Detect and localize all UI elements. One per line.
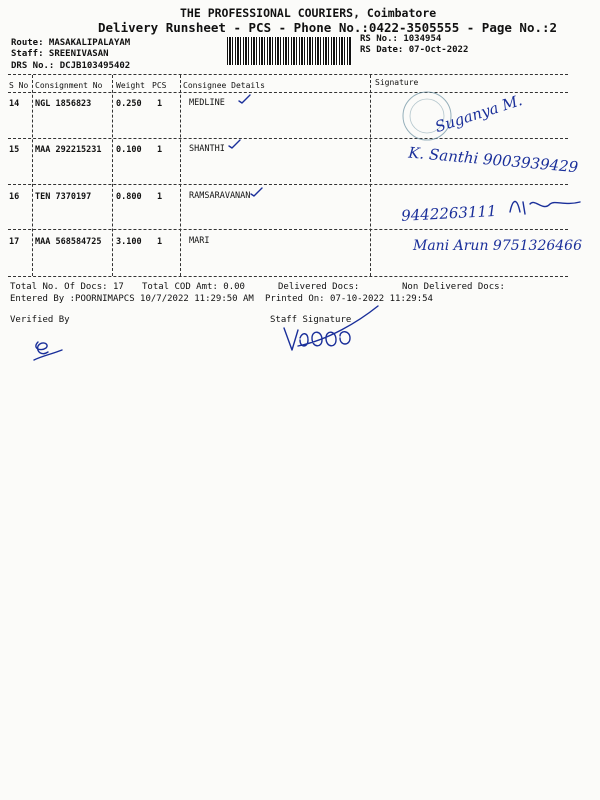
total-cod: Total COD Amt: 0.00 <box>142 282 245 292</box>
total-docs: Total No. Of Docs: 17 <box>10 282 124 292</box>
runsheet-subtitle: Delivery Runsheet - PCS - Phone No.:0422-3505555 - Page No.:2 <box>98 20 558 35</box>
row-weight: 0.250 <box>116 99 142 109</box>
route-label: Route: MASAKALIPALAYAM <box>11 38 131 48</box>
row-consignment: MAA 568584725 <box>35 237 102 247</box>
staff-label: Staff: SREENIVASAN <box>11 49 109 59</box>
signature-ramsaravanan <box>395 190 590 230</box>
signature-suganya <box>385 86 535 144</box>
rs-date: RS Date: 07-Oct-2022 <box>360 45 469 55</box>
row-consignee: RAMSARAVANAN <box>189 191 251 201</box>
non-delivered-docs: Non Delivered Docs: <box>402 282 505 292</box>
col-header-pcs: PCS <box>152 81 167 90</box>
row-consignee: MEDLINE <box>189 98 225 108</box>
tick-mark <box>238 93 252 105</box>
column-rule <box>180 75 181 276</box>
col-header-sno: S No <box>9 81 29 90</box>
signature-mari <box>405 232 585 278</box>
printed-on: Printed On: 07-10-2022 11:29:54 <box>265 294 433 304</box>
row-sno: 14 <box>9 99 20 109</box>
staff-signature-label: Staff Signature <box>270 315 352 325</box>
row-consignment: MAA 292215231 <box>35 145 102 155</box>
entered-by: Entered By :POORNIMAPCS 10/7/2022 11:29:50 AM <box>10 294 254 304</box>
row-consignee: MARI <box>189 236 210 246</box>
col-header-consignee: Consignee Details <box>183 81 265 90</box>
col-header-signature: Signature <box>375 78 419 87</box>
signature-santhi <box>400 140 590 192</box>
row-pcs: 1 <box>157 192 163 202</box>
column-rule <box>32 75 33 276</box>
row-consignee: SHANTHI <box>189 144 225 154</box>
row-consignment: TEN 7370197 <box>35 192 92 202</box>
row-weight: 0.800 <box>116 192 142 202</box>
col-header-consignment: Consignment No <box>35 81 103 90</box>
tick-mark <box>228 138 242 150</box>
handwritten-name: Mani Arun 9751326466 <box>413 238 582 254</box>
col-header-weight: Weight <box>116 81 145 90</box>
row-sno: 15 <box>9 145 20 155</box>
row-pcs: 1 <box>157 145 163 155</box>
row-weight: 3.100 <box>116 237 142 247</box>
column-rule <box>370 75 371 276</box>
row-consignment: NGL 1856823 <box>35 99 92 109</box>
handwritten-name: K. Santhi 9003939429 <box>407 143 579 177</box>
handwritten-name: Suganya M. <box>432 91 525 137</box>
rs-number: RS No.: 1034954 <box>360 34 442 44</box>
drs-number: DRS No.: DCJB103495402 <box>11 61 131 71</box>
delivered-docs: Delivered Docs: <box>278 282 360 292</box>
row-pcs: 1 <box>157 237 163 247</box>
column-rule <box>112 75 113 276</box>
handwritten-phone: 9442263111 <box>400 201 498 225</box>
table-top-rule <box>8 74 568 75</box>
row-weight: 0.100 <box>116 145 142 155</box>
verified-by-label: Verified By <box>10 315 70 325</box>
tick-mark <box>250 186 264 198</box>
row-pcs: 1 <box>157 99 163 109</box>
barcode <box>227 37 352 65</box>
verifier-signature <box>28 334 68 366</box>
row-sno: 16 <box>9 192 20 202</box>
row-sno: 17 <box>9 237 20 247</box>
staff-signature <box>278 300 388 360</box>
company-title: THE PROFESSIONAL COURIERS, Coimbatore <box>180 6 437 20</box>
